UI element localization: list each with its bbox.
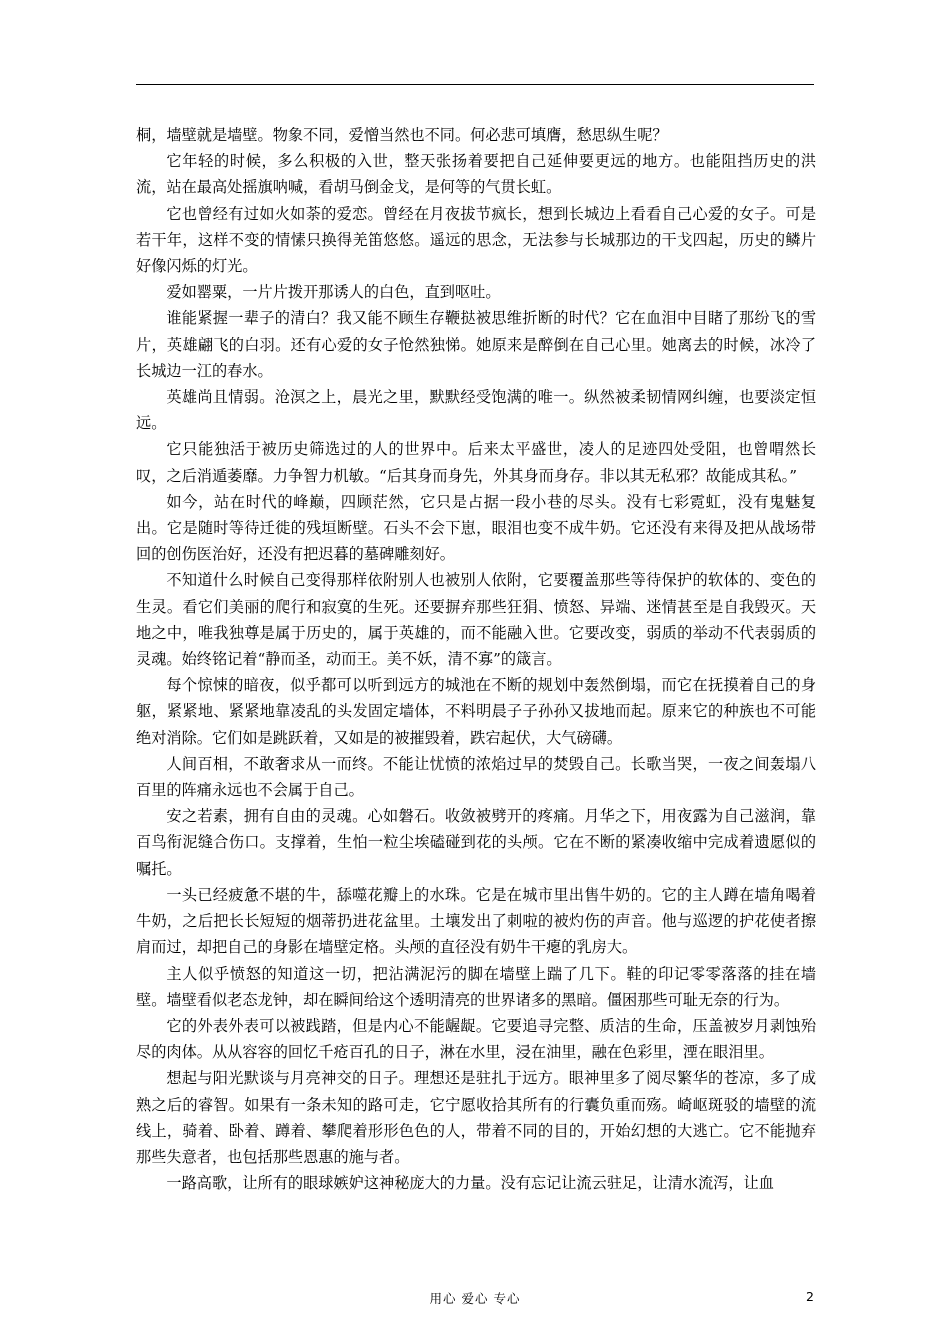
paragraph: 人间百相，不敢奢求从一而终。不能让忧愤的浓焰过早的焚毁自己。长歌当哭，一夜之间轰塌八百里的阵痛永远也不会属于自己。 [136,754,816,800]
paragraph: 它只能独活于被历史筛选过的人的世界中。后来太平盛世，凌人的足迹四处受阻，也曾喟然长叹，之后消遁萎靡。力争智力机敏。“后其身而身先，外其身而身存。非以其无私邪？故能成其私。” [136,440,816,485]
paragraph: 爱如罂粟，一片片拨开那诱人的白色，直到呕吐。 [166,283,501,302]
page-footer: 用心 爱心 专心 [429,1291,521,1306]
paragraph: 桐，墙壁就是墙壁。物象不同，爱憎当然也不同。何必悲可填膺，愁思纵生呢？ [136,126,668,144]
paragraph: 每个惊悚的暗夜，似乎都可以听到远方的城池在不断的规划中轰然倒塌，而它在抚摸着自己的身躯，紧紧地、紧紧地靠凌乱的头发固定墙体，不料明晨子子孙孙又拔地而起。原来它的种族也不可能绝对消除。它们如是跳跃着，又如是的被摧毁着，跌宕起伏，大气磅礴。 [136,676,816,747]
paragraph: 它年轻的时候，多么积极的入世，整天张扬着要把自己延伸要更远的地方。也能阻挡历史的洪流，站在最高处摇旗呐喊，看胡马倒金戈，是何等的气贯长虹。 [136,152,816,197]
paragraph: 如今，站在时代的峰巅，四顾茫然，它只是占据一段小巷的尽头。没有七彩霓虹，没有鬼魅复出。它是随时等待迁徙的残垣断壁。石头不会下崽，眼泪也变不成牛奶。它还没有来得及把从战场带回的创伤医治好，还没有把迟暮的墓碑雕刻好。 [136,492,816,564]
paragraph: 它的外表外表可以被践踏，但是内心不能龌龊。它要追寻完整、质洁的生命，压盖被岁月剥蚀殆尽的肉体。从从容容的回忆千疮百孔的日子，淋在水里，浸在油里，融在色彩里，湮在眼泪里。 [136,1016,816,1062]
header-rule [136,84,814,85]
paragraph: 一路高歌，让所有的眼球嫉妒这神秘庞大的力量。没有忘记让流云驻足，让清水流泻，让血 [166,1174,774,1193]
page-number: 2 [806,1289,814,1304]
paragraph: 英雄尚且情弱。沧溟之上，晨光之里，默默经受饱满的唯一。纵然被柔韧情网纠缠，也要淡定恒远。 [136,388,816,433]
paragraph: 不知道什么时候自己变得那样依附别人也被别人依附，它要覆盖那些等待保护的软体的、变色的生灵。看它们美丽的爬行和寂寞的生死。还要摒弃那些狂狷、愤怒、异端、迷情甚至是自我毁灭。天地之中，唯我独尊是属于历史的，属于英雄的，而不能融入世。它要改变，弱质的举动不代表弱质的灵魂。始终铭记着“静而圣，动而王。美不妖，清不寡”的箴言。 [136,571,816,669]
paragraph: 它也曾经有过如火如荼的爱恋。曾经在月夜拔节疯长，想到长城边上看看自己心爱的女子。可是若干年，这样不变的情愫只换得羌笛悠悠。遥远的思念，无法参与长城那边的干戈四起，历史的鳞片好像闪烁的灯光。 [136,204,816,276]
paragraph: 谁能紧握一辈子的清白？我又能不顾生存鞭挞被思维折断的时代？它在血泪中目睹了那纷飞的雪片，英雄翩飞的白羽。还有心爱的女子怆然独悌。她原来是醉倒在自己心里。她离去的时候，冰冷了长城边一江的春水。 [136,309,816,380]
paragraph: 安之若素，拥有自由的灵魂。心如磐石。收敛被劈开的疼痛。月华之下，用夜露为自己滋润，靠百鸟衔泥缝合伤口。支撑着，生怕一粒尘埃磕碰到花的头颅。它在不断的紧凑收缩中完成着遗愿似的嘱托。 [136,807,816,878]
paragraph: 想起与阳光默谈与月亮神交的日子。理想还是驻扎于远方。眼神里多了阅尽繁华的苍凉，多了成熟之后的睿智。如果有一条未知的路可走，它宁愿收拾其所有的行囊负重而殇。崎岖斑驳的墙壁的流线上，骑着、卧着、蹲着、攀爬着形形色色的人，带着不同的目的，开始幻想的大逃亡。它不能抛弃那些失意者，也包括那些恩惠的施与者。 [136,1069,816,1166]
paragraph: 一头已经疲惫不堪的牛，舔噬花瓣上的水珠。它是在城市里出售牛奶的。它的主人蹲在墙角喝着牛奶，之后把长长短短的烟蒂扔进花盆里。土壤发出了刺啦的被灼伤的声音。他与巡逻的护花使者擦肩而过，却把自己的身影在墙壁定格。头颅的直径没有奶牛干瘪的乳房大。 [136,885,816,957]
paragraph: 主人似乎愤怒的知道这一切，把沾满泥污的脚在墙壁上踹了几下。鞋的印记零零落落的挂在墙壁。墙壁看似老态龙钟，却在瞬间给这个透明清亮的世界诸多的黑暗。僵困那些可耻无奈的行为。 [136,964,816,1009]
body-text [136,122,816,1196]
